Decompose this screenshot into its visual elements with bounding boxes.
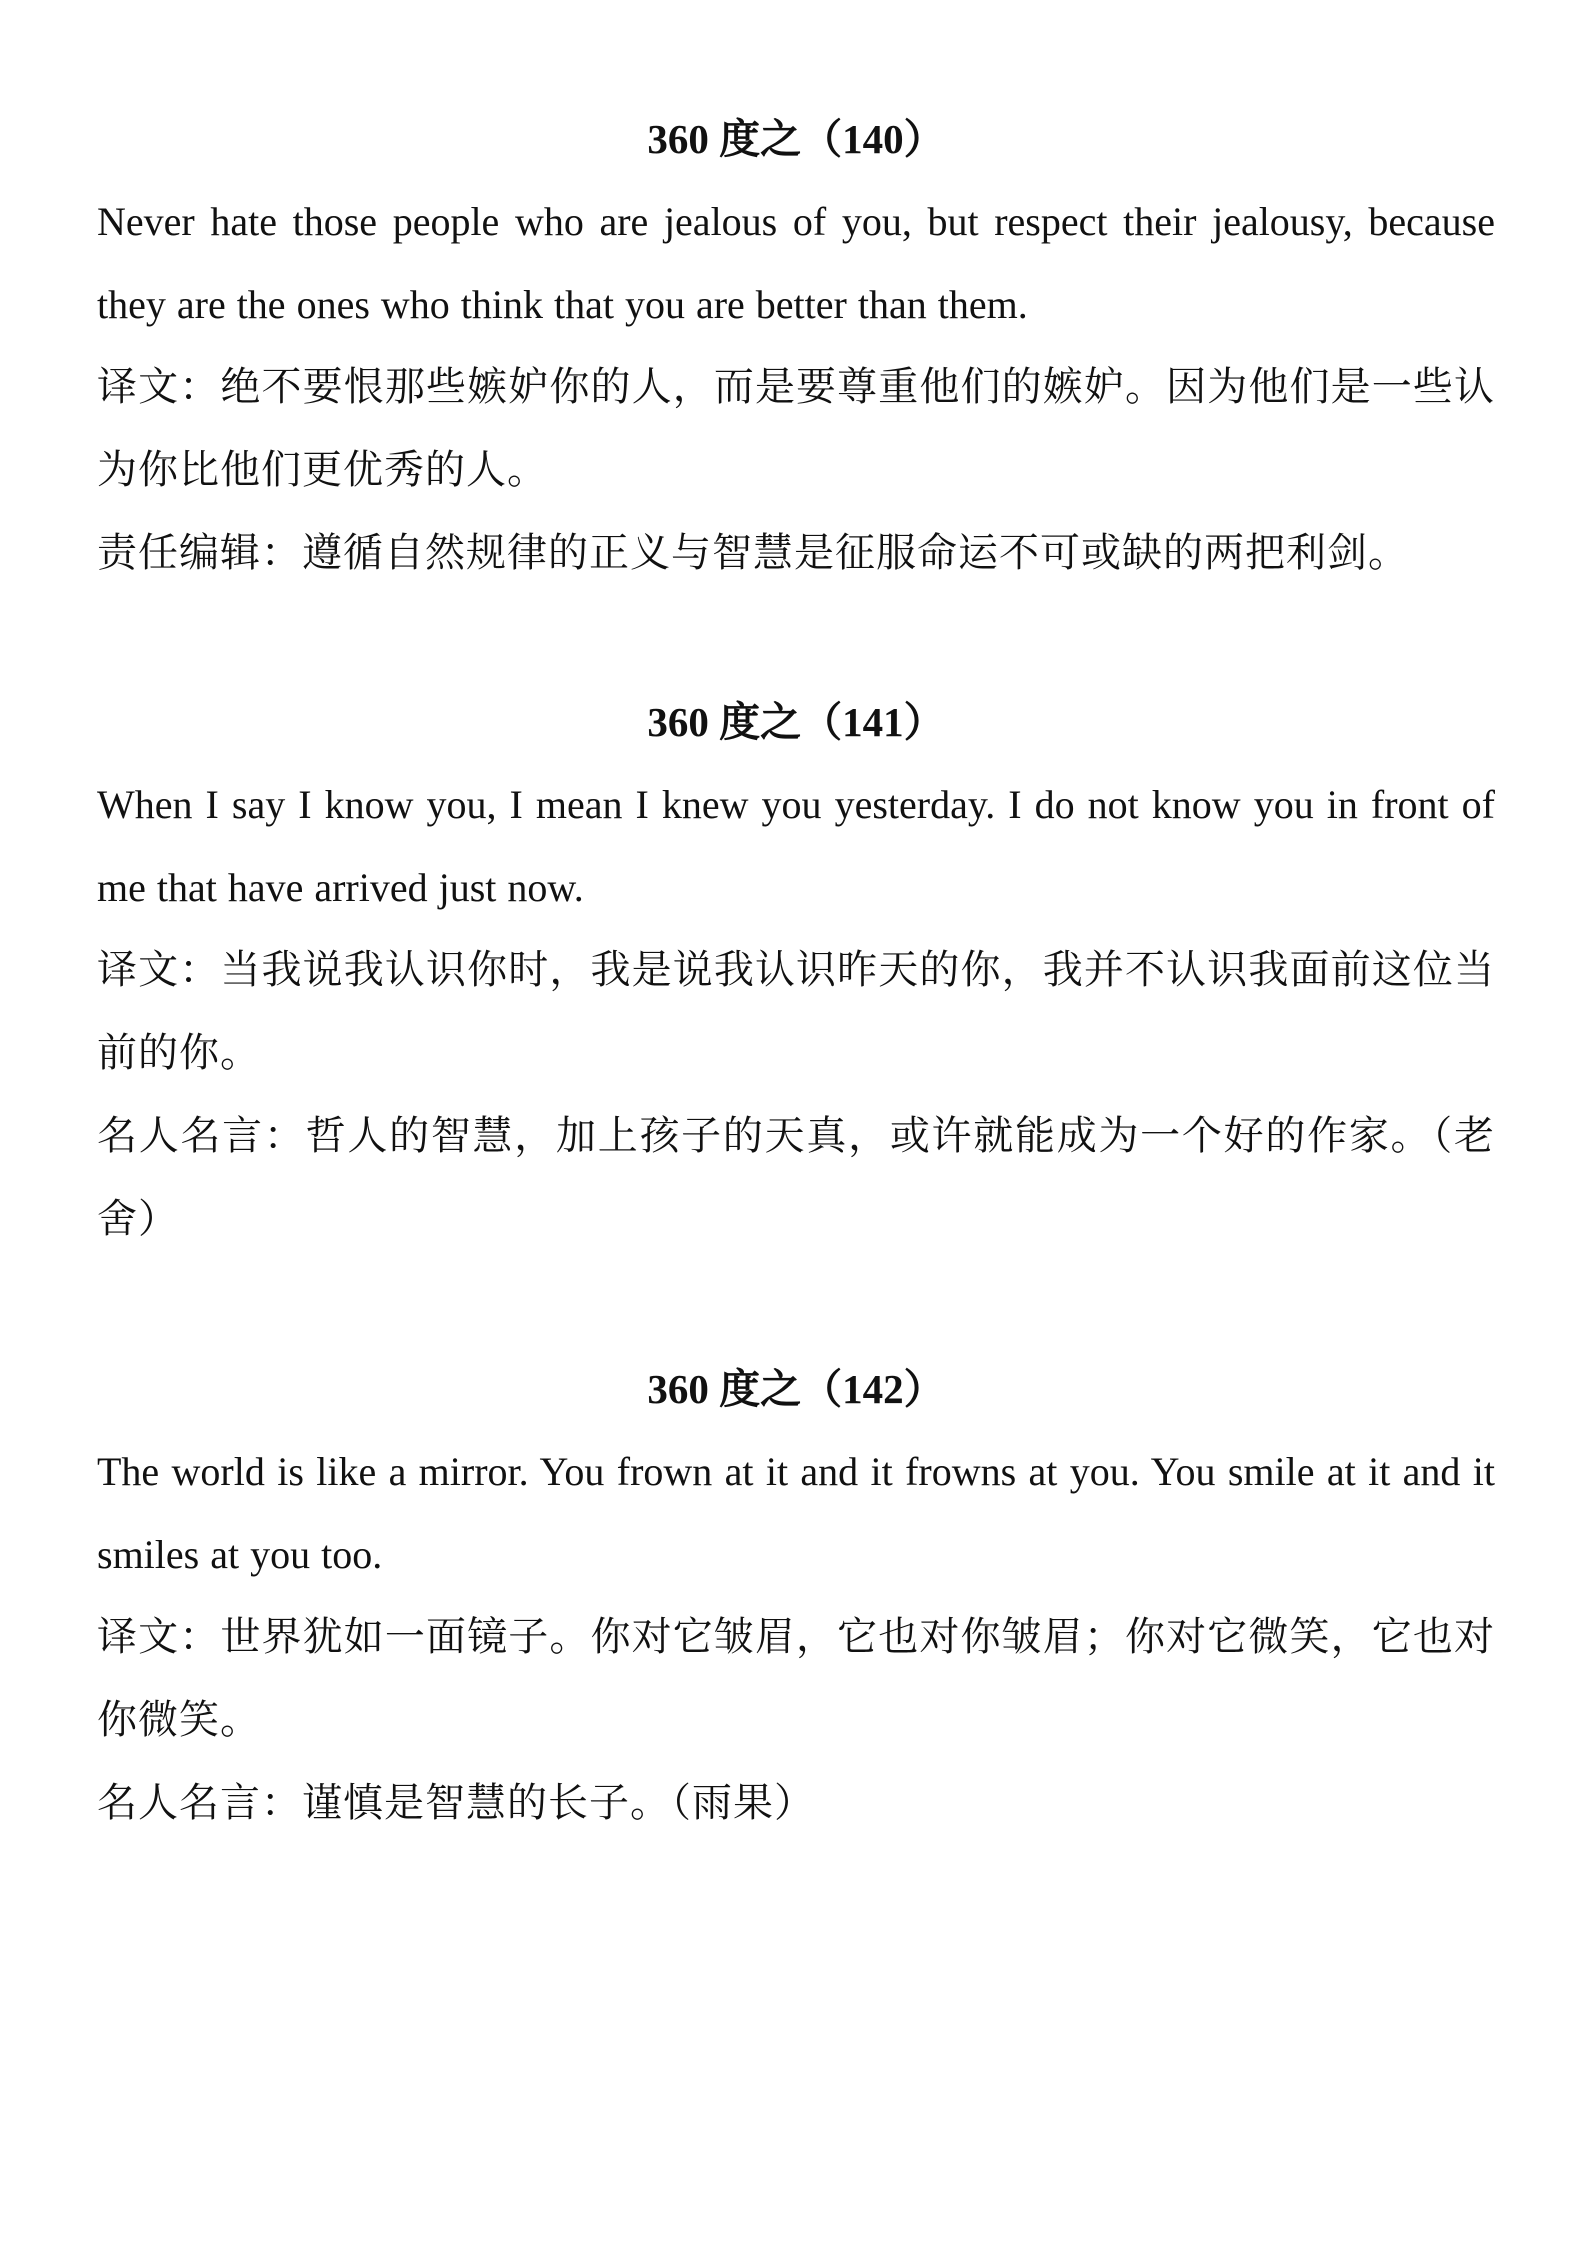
chinese-translation: 译文：当我说我认识你时，我是说我认识昨天的你，我并不认识我面前这位当前的你。 (97, 947, 1495, 1076)
famous-quote: 名人名言：哲人的智慧，加上孩子的天真，或许就能成为一个好的作家。（老舍） (97, 1113, 1495, 1242)
english-quote: The world is like a mirror. You frown at it and it frowns at you. You smile at it and it smiles at you too. (97, 1449, 1495, 1577)
entry-heading: 360 度之（140） (647, 116, 945, 162)
chinese-translation: 译文：绝不要恨那些嫉妒你的人，而是要尊重他们的嫉妒。因为他们是一些认为你比他们更优秀的人。 (97, 364, 1495, 493)
english-quote: When I say I know you, I mean I knew you yesterday. I do not know you in front of me that have arrived just now. (97, 782, 1495, 910)
entry-heading: 360 度之（141） (647, 699, 945, 745)
english-quote: Never hate those people who are jealous of you, but respect their jealousy, because they are the ones who think that you are better than them. (97, 199, 1495, 327)
entry-142 (97, 1348, 1495, 1845)
famous-quote: 名人名言：谨慎是智慧的长子。（雨果） (97, 1780, 815, 1826)
chinese-translation: 译文：世界犹如一面镜子。你对它皱眉，它也对你皱眉；你对它微笑，它也对你微笑。 (97, 1614, 1495, 1743)
entry-heading: 360 度之（142） (647, 1366, 945, 1412)
entry-141 (97, 681, 1495, 1261)
editor-note: 责任编辑：遵循自然规律的正义与智慧是征服命运不可或缺的两把利剑。 (97, 530, 1409, 576)
entry-140 (97, 98, 1495, 595)
